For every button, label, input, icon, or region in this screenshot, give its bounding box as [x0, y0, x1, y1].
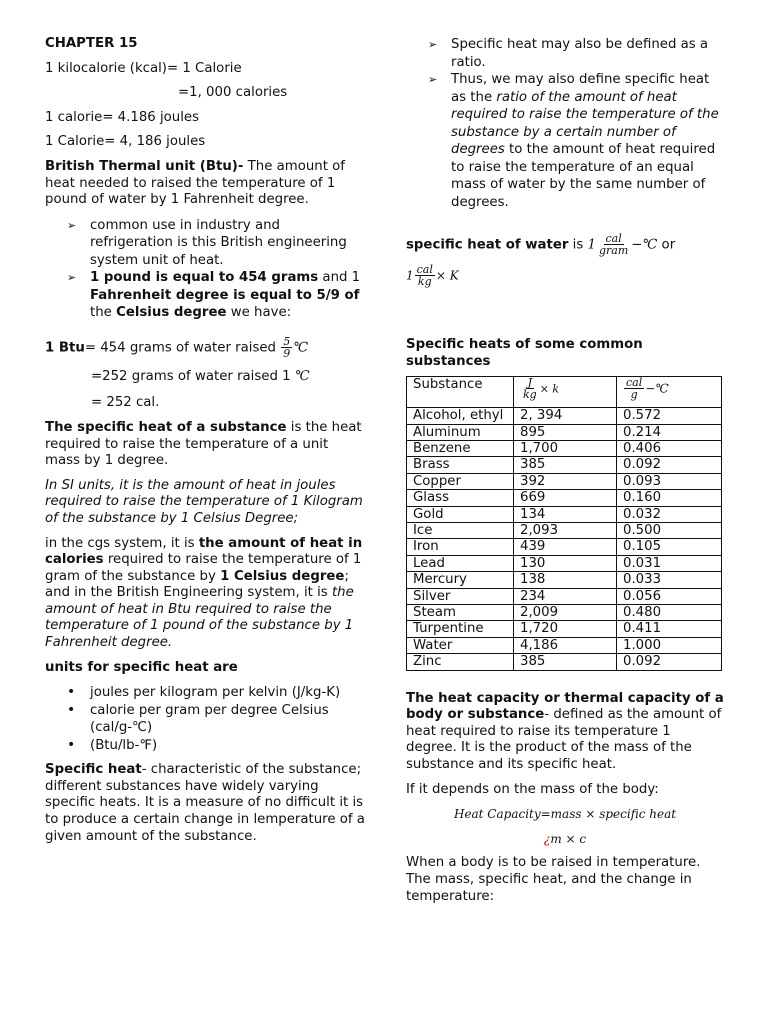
cgs-definition: in the cgs system, it is the amount of heat in calories required to raise the temperature of 1 gram of the substance by 1 Celsius degree; and in the British Engineering system, it is the amount of heat in Btu required to raise the temperature of 1 pound of the substance by 1 Fahrenheit degree.: [45, 535, 363, 651]
cell-substance: Ice: [407, 523, 514, 539]
cell-joules: 2,009: [514, 605, 617, 621]
table-row: [407, 588, 722, 604]
cell-joules: 2, 394: [514, 408, 617, 424]
cell-substance: Glass: [407, 490, 514, 506]
cell-substance: Zinc: [407, 654, 514, 670]
ratio-bullets: [406, 36, 724, 211]
table-row: [407, 457, 722, 473]
table-heading: Specific heats of some common substances: [406, 337, 643, 369]
cell-joules: 138: [514, 572, 617, 588]
cell-joules: 130: [514, 555, 617, 571]
fraction: $\frac{5}{9}$: [283, 334, 291, 360]
cell-joules: 439: [514, 539, 617, 555]
cell-calories: 0.105: [617, 539, 722, 555]
table-row: [407, 523, 722, 539]
cell-joules: 1,700: [514, 441, 617, 457]
cell-calories: 0.500: [617, 523, 722, 539]
chapter-title: CHAPTER 15: [45, 36, 138, 51]
cell-substance: Turpentine: [407, 621, 514, 637]
cell-calories: 0.031: [617, 555, 722, 571]
cell-calories: 0.092: [617, 654, 722, 670]
table-row: [407, 654, 722, 670]
cell-joules: 385: [514, 654, 617, 670]
btu-equation-3: = 252 cal.: [91, 395, 160, 411]
list-item: • calorie per gram per degree Celsius (cal/g-℃): [45, 702, 365, 737]
kcal-line: 1 kilocalorie (kcal)= 1 Calorie: [45, 60, 242, 76]
water-specific-heat: specific heat of water is 1 $\frac{\text{cal}}{\text{gram}}$ −℃ or: [406, 232, 676, 257]
cell-calories: 0.214: [617, 424, 722, 440]
si-definition: In SI units, it is the amount of heat in joules required to raise the temperature of 1 Kilogram of the substance by 1 Celsius Degree;: [45, 477, 363, 526]
list-item: ➢ Specific heat may also be defined as a ratio.: [406, 36, 724, 71]
cell-joules: 669: [514, 490, 617, 506]
Calorie-line: 1 Calorie= 4, 186 joules: [45, 134, 206, 150]
table-row: [407, 473, 722, 489]
cell-joules: 134: [514, 506, 617, 522]
kcal-line-2: =1, 000 calories: [178, 85, 288, 101]
depends-on-mass: If it depends on the mass of the body:: [406, 781, 659, 797]
specific-heat-characteristic: Specific heat- characteristic of the substance; different substances have widely varying specific heats. It is a measure of no difficult it is to produce a certain change in lemperature of a given amount of the substance.: [45, 762, 365, 844]
btu-bullets: [45, 217, 365, 322]
cell-joules: 1,720: [514, 621, 617, 637]
table-body: [407, 408, 722, 671]
cell-joules: 385: [514, 457, 617, 473]
cell-substance: Brass: [407, 457, 514, 473]
water-specific-heat-2: 1 $\frac{\text{cal}}{kg}$ × K: [406, 263, 459, 288]
cell-substance: Benzene: [407, 441, 514, 457]
cell-joules: 392: [514, 473, 617, 489]
cell-joules: 895: [514, 424, 617, 440]
right-column: [406, 36, 724, 913]
cell-substance: Iron: [407, 539, 514, 555]
cell-calories: 0.093: [617, 473, 722, 489]
header-joules: $\frac{J}{kg}$ × k: [514, 377, 617, 408]
heat-capacity-formula-2: ¿m × c: [543, 831, 587, 846]
list-item: ➢ Thus, we may also define specific heat as the ratio of the amount of heat required to raise the temperature of the substance by a certain number of degrees to the amount of heat required to raise the temperature of an equal mass of water by the same number of degrees.: [406, 71, 724, 211]
specific-heat-definition: The specific heat of a substance is the heat required to raise the temperature of a unit mass by 1 degree.: [45, 419, 362, 469]
btu-definition: British Thermal unit (Btu)- The amount of heat needed to raised the temperature of 1 pound of water by 1 Fahrenheit degree.: [45, 158, 345, 208]
calorie-line: 1 calorie= 4.186 joules: [45, 109, 200, 125]
cell-substance: Copper: [407, 473, 514, 489]
cell-calories: 0.411: [617, 621, 722, 637]
cell-substance: Lead: [407, 555, 514, 571]
cell-substance: Gold: [407, 506, 514, 522]
header-substance: Substance: [407, 377, 514, 408]
header-calories: $\frac{\text{cal}}{g}$ −℃: [617, 377, 722, 408]
cell-substance: Mercury: [407, 572, 514, 588]
table-row: [407, 506, 722, 522]
cell-calories: 0.033: [617, 572, 722, 588]
fraction: $\frac{\text{cal}}{\text{gram}}$: [599, 232, 629, 257]
cell-substance: Aluminum: [407, 424, 514, 440]
list-item: • joules per kilogram per kelvin (J/kg-K): [45, 684, 365, 702]
units-list: [45, 684, 365, 754]
cell-substance: Steam: [407, 605, 514, 621]
table-row: [407, 408, 722, 424]
cell-joules: 2,093: [514, 523, 617, 539]
cell-substance: Silver: [407, 588, 514, 604]
cell-calories: 1.000: [617, 637, 722, 653]
cell-calories: 0.572: [617, 408, 722, 424]
left-column: [45, 36, 365, 853]
cell-calories: 0.032: [617, 506, 722, 522]
list-item: ➢ 1 pound is equal to 454 grams and 1 Fahrenheit degree is equal to 5/9 of the Celsius degree we have:: [45, 269, 365, 322]
fraction: $\frac{\text{cal}}{kg}$: [416, 263, 433, 288]
table-row: [407, 605, 722, 621]
cell-calories: 0.092: [617, 457, 722, 473]
table-row: [407, 539, 722, 555]
list-item: ➢ common use in industry and refrigeration is this British engineering system unit of heat.: [45, 217, 365, 270]
cell-joules: 234: [514, 588, 617, 604]
table-row: [407, 637, 722, 653]
table-header-row: [407, 377, 722, 408]
table-row: [407, 572, 722, 588]
cell-calories: 0.056: [617, 588, 722, 604]
table-row: [407, 555, 722, 571]
btu-equation-2: =252 grams of water raised 1 ℃: [91, 368, 310, 384]
cell-calories: 0.480: [617, 605, 722, 621]
units-heading: units for specific heat are: [45, 659, 238, 675]
final-paragraph: When a body is to be raised in temperature. The mass, specific heat, and the change in temperature:: [406, 855, 701, 904]
cell-calories: 0.406: [617, 441, 722, 457]
cell-calories: 0.160: [617, 490, 722, 506]
btu-equation: 1 Btu= 454 grams of water raised $\frac{5}{9}$ ℃: [45, 334, 309, 360]
cell-substance: Water: [407, 637, 514, 653]
specific-heat-table: [406, 376, 722, 671]
heat-capacity-definition: The heat capacity or thermal capacity of a body or substance- defined as the amount of heat required to raise its temperature 1 degree. It is the product of the mass of the substance and its specific heat.: [406, 690, 724, 773]
table-row: [407, 621, 722, 637]
heat-capacity-formula: Heat Capacity=mass × specific heat: [453, 807, 677, 822]
cell-joules: 4,186: [514, 637, 617, 653]
list-item: • (Btu/lb-℉): [45, 737, 365, 755]
table-row: [407, 441, 722, 457]
cell-substance: Alcohol, ethyl: [407, 408, 514, 424]
table-row: [407, 490, 722, 506]
table-row: [407, 424, 722, 440]
